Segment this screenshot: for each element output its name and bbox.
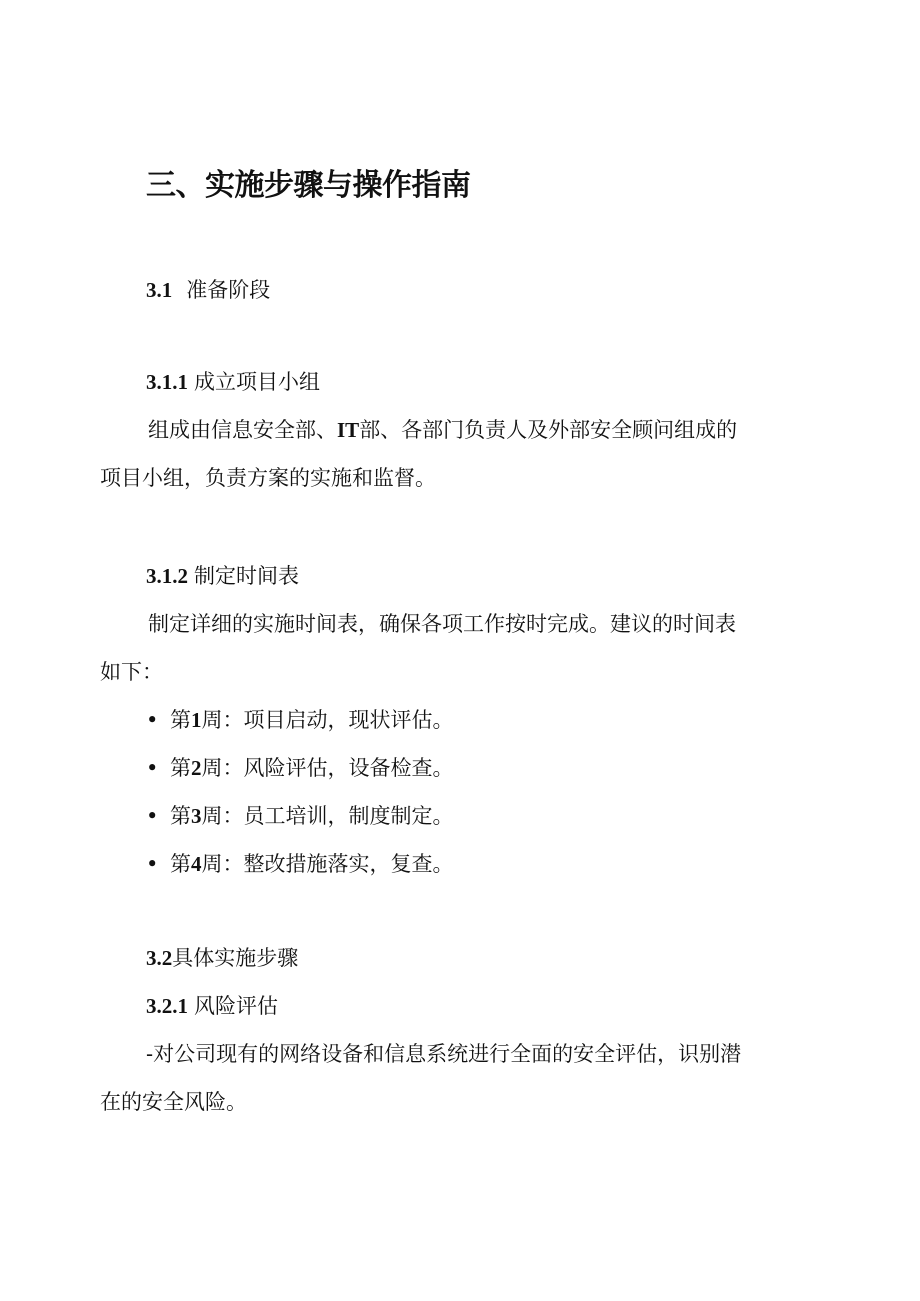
text-segment: 周：员工培训，制度制定。 — [201, 804, 454, 828]
text-segment: 第 — [170, 804, 191, 828]
text-segment: 第 — [170, 852, 191, 876]
heading-3-2-1-title: 风险评估 — [194, 994, 278, 1018]
bullet-icon: • — [146, 708, 159, 732]
heading-3-2-title: 具体实施步骤 — [172, 946, 299, 970]
section-title: 三、实施步骤与操作指南 — [146, 168, 471, 203]
heading-3-1-1-number: 3.1.1 — [146, 370, 188, 394]
heading-3-1-1 — [146, 368, 320, 396]
text-segment: 周：风险评估，设备检查。 — [201, 756, 454, 780]
text-segment: 第 — [170, 708, 191, 732]
paragraph-3-2-1-line-1: -对公司现有的网络设备和信息系统进行全面的安全评估，识别潜 — [146, 1042, 742, 1066]
heading-3-2-1-number: 3.2.1 — [146, 994, 188, 1018]
heading-3-2-1 — [146, 992, 278, 1020]
week-number: 3 — [191, 804, 202, 828]
schedule-item — [146, 802, 454, 830]
text-segment: 组成由信息安全部、 — [148, 418, 337, 442]
schedule-item — [146, 850, 454, 878]
bullet-icon: • — [146, 852, 159, 876]
text-segment-it: IT — [337, 418, 360, 442]
paragraph-3-1-1-line-2: 项目小组，负责方案的实施和监督。 — [100, 466, 436, 490]
schedule-item — [146, 706, 454, 734]
heading-3-1-2-title: 制定时间表 — [194, 564, 299, 588]
heading-3-2 — [146, 944, 298, 972]
heading-3-2-number: 3.2 — [146, 946, 173, 970]
heading-3-1-number: 3.1 — [146, 278, 173, 302]
week-number: 1 — [191, 708, 202, 732]
paragraph-3-2-1-line-2: 在的安全风险。 — [100, 1090, 247, 1114]
heading-3-1-2-number: 3.1.2 — [146, 564, 188, 588]
heading-3-1-title: 准备阶段 — [186, 278, 271, 302]
paragraph-3-1-2-line-1: 制定详细的实施时间表，确保各项工作按时完成。建议的时间表 — [148, 612, 736, 636]
week-number: 4 — [191, 852, 202, 876]
text-segment: 周：整改措施落实，复查。 — [201, 852, 454, 876]
bullet-icon: • — [146, 756, 159, 780]
paragraph-3-1-2-line-2: 如下： — [100, 660, 163, 684]
schedule-item — [146, 754, 454, 782]
heading-3-1-1-title: 成立项目小组 — [194, 370, 320, 394]
text-segment: 周：项目启动，现状评估。 — [201, 708, 454, 732]
text-segment: 部、各部门负责人及外部安全顾问组成的 — [359, 418, 738, 442]
week-number: 2 — [191, 756, 202, 780]
heading-3-1-2 — [146, 562, 299, 590]
text-segment: 第 — [170, 756, 191, 780]
bullet-icon: • — [146, 804, 159, 828]
paragraph-3-1-1-line-1 — [148, 416, 737, 444]
heading-3-1 — [146, 276, 270, 304]
